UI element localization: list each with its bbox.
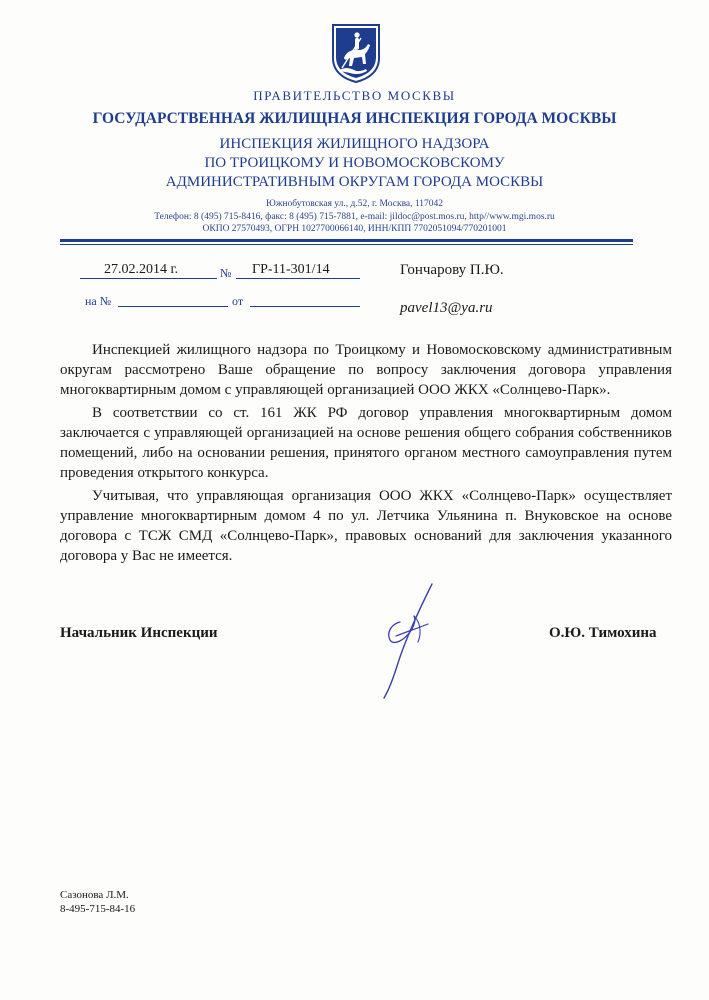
header-divider-thick bbox=[60, 239, 633, 242]
reference-date-label: от bbox=[232, 294, 244, 308]
address-line: Южнобутовская ул., д.52, г. Москва, 117042 bbox=[265, 199, 444, 209]
executor-name: Сазонова Л.М. bbox=[60, 889, 129, 901]
handwritten-signature bbox=[370, 578, 440, 703]
registry-codes-line: ОКПО 27570493, ОГРН 1027700066140, ИНН/КПП 7702051094/770201001 bbox=[202, 224, 507, 234]
letter-date: 27.02.2014 г. bbox=[104, 262, 179, 277]
agency-title: ГОСУДАРСТВЕННАЯ ЖИЛИЩНАЯ ИНСПЕКЦИЯ ГОРОДА МОСКВЫ bbox=[92, 110, 617, 127]
signatory-name: О.Ю. Тимохина bbox=[549, 625, 657, 641]
inspection-title-line: ПО ТРОИЦКОМУ И НОВОМОСКОВСКОМУ bbox=[204, 155, 505, 171]
body-paragraph: Инспекцией жилищного надзора по Троицкому и Новомосковскому административным округам рассмотрено Ваше обращение по вопросу заключения договора управления многоквартирным домом с управляющей организацией ООО ЖКХ «Солнцево-Парк». bbox=[60, 342, 672, 398]
signatory-title: Начальник Инспекции bbox=[60, 625, 218, 641]
date-underline bbox=[80, 278, 217, 279]
reference-label: на № bbox=[85, 294, 112, 308]
inspection-title-line: ИНСПЕКЦИЯ ЖИЛИЩНОГО НАДЗОРА bbox=[219, 136, 490, 152]
letter-number: ГР-11-301/14 bbox=[252, 262, 330, 277]
body-paragraph: Учитывая, что управляющая организация ООО ЖКХ «Солнцево-Парк» осуществляет управление многоквартирным домом 4 по ул. Летчика Ульянина п. Внуковское на основе договора с ТСЖ СМД «Солнцево-Парк», правовых оснований для заключения указанного договора у Вас не имеется. bbox=[60, 488, 672, 564]
body-paragraph: В соответствии со ст. 161 ЖК РФ договор управления многоквартирным домом заключается с управляющей организацией на основе решения общего собрания собственников помещений, либо на основании решения, принятого органом местного самоуправления путем проведения открытого конкурса. bbox=[60, 405, 672, 481]
recipient-email: pavel13@ya.ru bbox=[400, 300, 493, 316]
number-underline bbox=[236, 278, 360, 279]
reference-date-underline bbox=[250, 306, 360, 307]
header-divider-thin bbox=[60, 244, 633, 245]
number-label: № bbox=[220, 266, 232, 280]
executor-phone: 8-495-715-84-16 bbox=[60, 903, 136, 915]
reference-number-underline bbox=[118, 306, 228, 307]
recipient-name: Гончарову П.Ю. bbox=[400, 262, 504, 278]
government-title: ПРАВИТЕЛЬСТВО МОСКВЫ bbox=[253, 88, 456, 103]
moscow-coat-of-arms-icon bbox=[330, 22, 382, 84]
contacts-line: Телефон: 8 (495) 715-8416, факс: 8 (495) 715-7881, e-mail: jildoc@post.mos.ru, http//www.mgi.mos.ru bbox=[154, 212, 555, 222]
inspection-title-line: АДМИНИСТРАТИВНЫМ ОКРУГАМ ГОРОДА МОСКВЫ bbox=[165, 174, 544, 190]
letter-body bbox=[60, 340, 672, 569]
